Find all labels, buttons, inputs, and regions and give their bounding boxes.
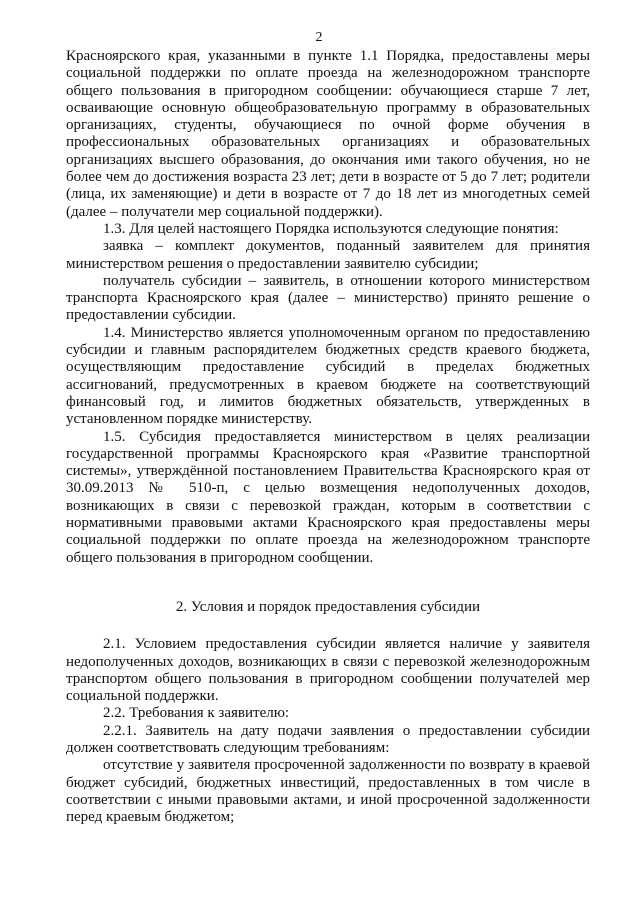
section-spacer	[66, 567, 590, 599]
document-body	[66, 48, 590, 826]
paragraph-continuation: Красноярского края, указанными в пункте 1.1 Порядка, предоставлены меры социальной поддержки по оплате проезда на железнодорожном транспорте общего пользования в пригородном сообщении: обучающиеся старше 7 лет, осваивающие основную общеобразовательную программу в образовательных организациях, студенты, обучающиеся по очной форме обучения в профессиональных образовательных организациях и образовательных организациях высшего образования, до окончания ими такого обучения, но не более чем до достижения возраста 23 лет; дети в возрасте от 5 до 7 лет; родители (лица, их заменяющие) и дети в возрасте от 7 до 18 лет из многодетных семей (далее – получатели мер социальной поддержки).	[66, 48, 590, 220]
paragraph-otsutstvie: отсутствие у заявителя просроченной задолженности по возврату в краевой бюджет субсидий, бюджетных инвестиций, предоставленных в том числе в соответствии с иными правовыми актами, и иной просроченной задолженности перед краевым бюджетом;	[66, 757, 590, 826]
paragraph-2-1: 2.1. Условием предоставления субсидии является наличие у заявителя недополученных доходов, возникающих в связи с перевозкой железнодорожным транспортом общего пользования в пригородном сообщении получателей мер социальной поддержки.	[66, 636, 590, 705]
paragraph-1-5: 1.5. Субсидия предоставляется министерством в целях реализации государственной программы Красноярского края «Развитие транспортной системы», утверждённой постановлением Правительства Красноярского края от 30.09.2013 № 510-п, с целью возмещения недополученных доходов, возникающих в связи с перевозкой граждан, которым в соответствии с нормативными правовыми актами Красноярского края предоставлены меры социальной поддержки по оплате проезда на железнодорожном транспорте общего пользования в пригородном сообщении.	[66, 428, 590, 566]
section-heading: 2. Условия и порядок предоставления субсидии	[175, 598, 481, 615]
paragraph-2-2-1: 2.2.1. Заявитель на дату подачи заявления о предоставлении субсидии должен соответствовать следующим требованиям:	[66, 722, 590, 756]
paragraph-2-2: 2.2. Требования к заявителю:	[103, 705, 290, 722]
paragraph-poluchatel-definition: получатель субсидии – заявитель, в отношении которого министерством транспорта Красноярского края (далее – министерство) принято решение о предоставлении субсидии.	[66, 272, 590, 324]
paragraph-zayavka-definition: заявка – комплект документов, поданный заявителем для принятия министерством решения о предоставлении заявителю субсидии;	[66, 238, 590, 272]
paragraph-1-3: 1.3. Для целей настоящего Порядка используются следующие понятия:	[103, 220, 559, 237]
heading-spacer	[66, 616, 590, 636]
page-number: 2	[315, 30, 323, 45]
paragraph-1-4: 1.4. Министерство является уполномоченным органом по предоставлению субсидии и главным распорядителем бюджетных средств краевого бюджета, осуществляющим предоставление субсидий в пределах бюджетных ассигнований, предусмотренных в краевом бюджете на соответствующий финансовый год, и лимитов бюджетных обязательств, утвержденных в установленном порядке министерству.	[66, 324, 590, 428]
